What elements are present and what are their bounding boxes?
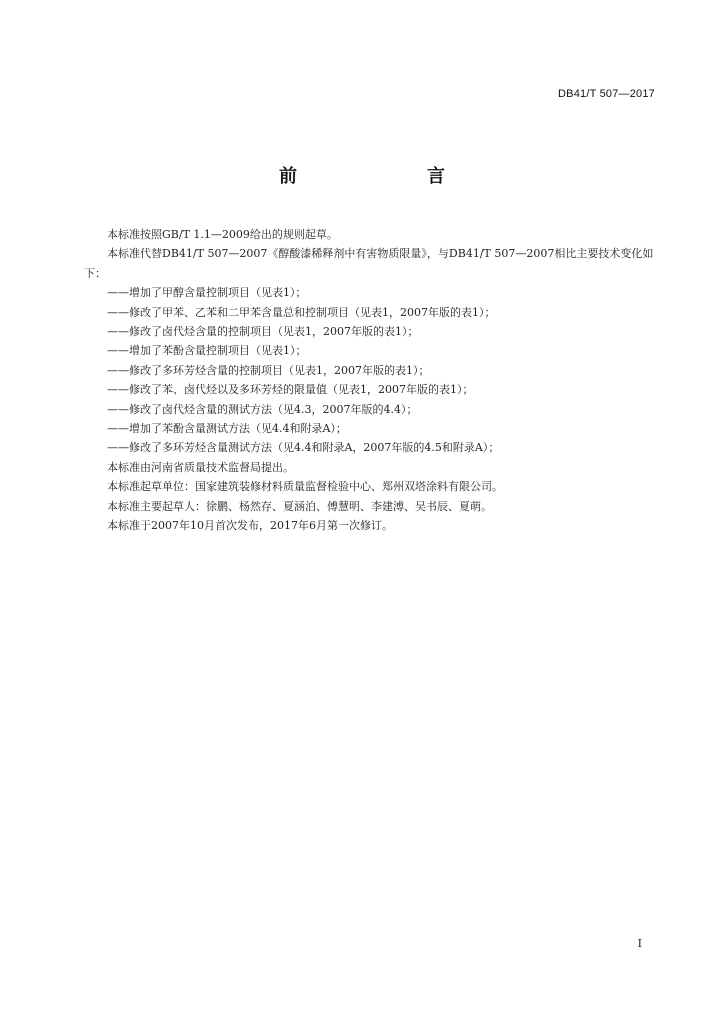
- standard-code: DB41/T 507—2017: [558, 88, 655, 100]
- change-item: ——修改了甲苯、乙苯和二甲苯含量总和控制项目（见表1，2007年版的表1）；: [107, 305, 496, 319]
- history-paragraph: 本标准于2007年10月首次发布，2017年6月第一次修订。: [107, 519, 393, 533]
- change-item: ——修改了多环芳烃含量的控制项目（见表1，2007年版的表1）；: [107, 363, 430, 377]
- drafters-paragraph: 本标准主要起草人：徐鹏、杨然存、夏涵泊、傅慧明、李建溥、吴书辰、夏萌。: [107, 499, 492, 513]
- intro-paragraph-2: 本标准代替DB41/T 507—2007《醇酸漆稀释剂中有害物质限量》，与DB41/T 507—2007相比主要技术变化如下：: [84, 247, 654, 280]
- drafting-units-paragraph: 本标准起草单位：国家建筑装修材料质量监督检验中心、郑州双塔涂料有限公司。: [107, 480, 503, 494]
- page-title: 前 言: [279, 166, 501, 187]
- change-item: ——增加了苯酚含量测试方法（见4.4和附录A）；: [107, 422, 347, 436]
- change-item: ——增加了苯酚含量控制项目（见表1）；: [107, 344, 307, 358]
- change-item: ——修改了苯、卤代烃以及多环芳烃的限量值（见表1，2007年版的表1）；: [107, 383, 474, 397]
- page-number: I: [637, 937, 642, 950]
- change-item: ——增加了甲醇含量控制项目（见表1）；: [107, 286, 307, 300]
- proposer-paragraph: 本标准由河南省质量技术监督局提出。: [107, 460, 294, 474]
- changes-list: [84, 283, 662, 458]
- foreword-body: [84, 225, 662, 536]
- change-item: ——修改了卤代烃含量的测试方法（见4.3，2007年版的4.4）；: [107, 402, 418, 416]
- change-item: ——修改了多环芳烃含量测试方法（见4.4和附录A，2007年版的4.5和附录A）；: [107, 441, 500, 455]
- change-item: ——修改了卤代烃含量的控制项目（见表1，2007年版的表1）；: [107, 325, 419, 339]
- intro-paragraph-1: 本标准按照GB/T 1.1—2009给出的规则起草。: [107, 228, 338, 241]
